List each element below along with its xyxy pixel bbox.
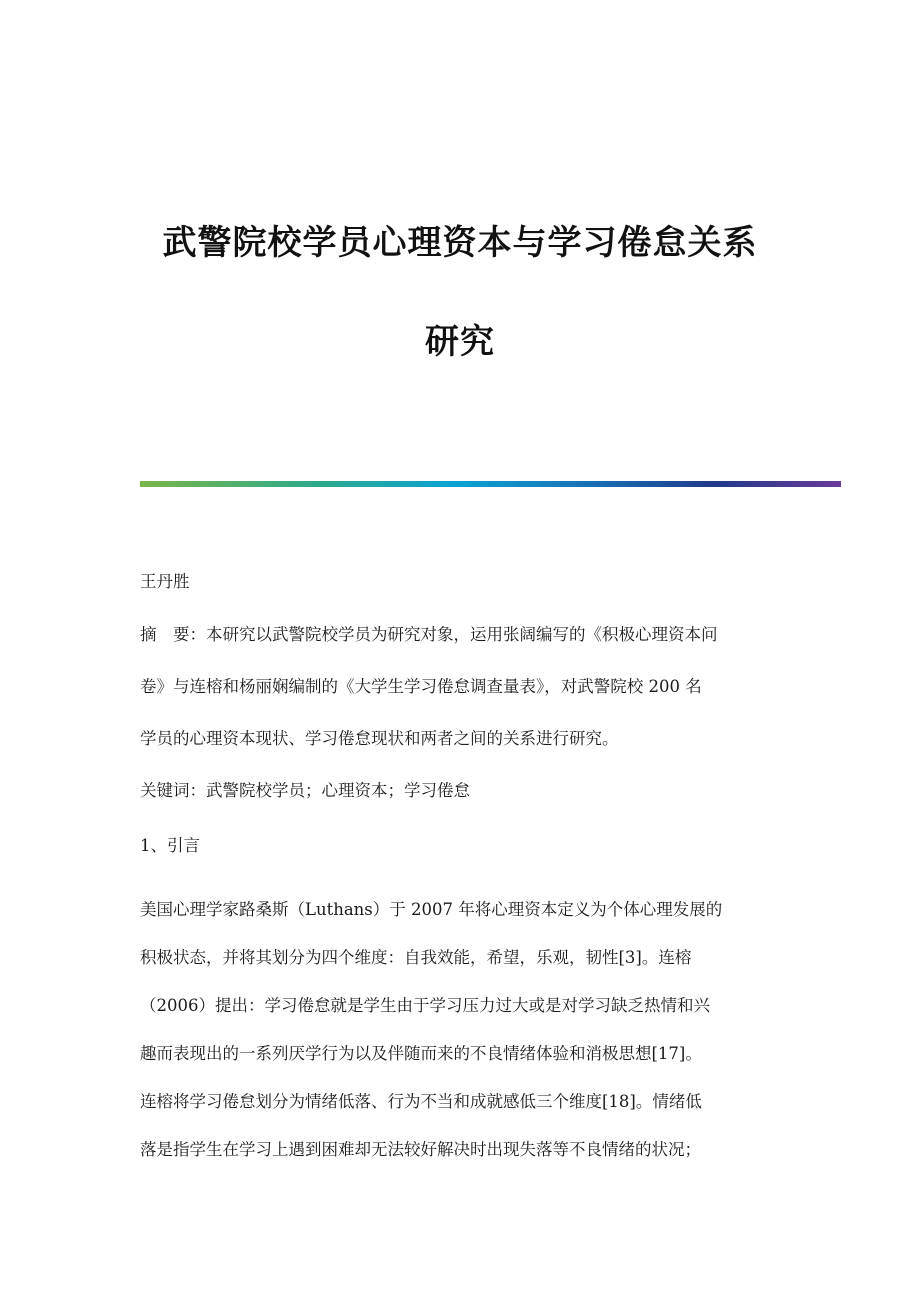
paragraph-line: （2006）提出：学习倦怠就是学生由于学习压力过大或是对学习缺乏热情和兴 (140, 996, 710, 1015)
abstract-line: 摘 要：本研究以武警院校学员为研究对象，运用张阔编写的《积极心理资本问 (140, 625, 718, 644)
abstract-line: 卷》与连榕和杨丽娴编制的《大学生学习倦怠调查量表》，对武警院校 200 名 (140, 677, 702, 696)
introduction-paragraph (140, 886, 785, 1174)
paper-title-line-1: 武警院校学员心理资本与学习倦怠关系 (162, 223, 758, 263)
title-divider-rule (140, 481, 841, 487)
abstract-line: 学员的心理资本现状、学习倦怠现状和两者之间的关系进行研究。 (140, 729, 619, 748)
keywords: 关键词：武警院校学员；心理资本；学习倦怠 (140, 781, 470, 800)
abstract (140, 622, 785, 752)
paragraph-line: 落是指学生在学习上遇到困难却无法较好解决时出现失落等不良情绪的状况； (140, 1140, 701, 1159)
paragraph-line: 美国心理学家路桑斯（Luthans）于 2007 年将心理资本定义为个体心理发展的 (140, 900, 723, 919)
section-heading-introduction: 1、引言 (140, 836, 200, 855)
paragraph-line: 积极状态，并将其划分为四个维度：自我效能，希望，乐观，韧性[3]。连榕 (140, 948, 692, 967)
author-name: 王丹胜 (140, 572, 190, 591)
paper-title-line-2: 研究 (425, 322, 495, 362)
paragraph-line: 连榕将学习倦怠划分为情绪低落、行为不当和成就感低三个维度[18]。情绪低 (140, 1092, 702, 1111)
paragraph-line: 趣而表现出的一系列厌学行为以及伴随而来的不良情绪体验和消极思想[17]。 (140, 1044, 702, 1063)
